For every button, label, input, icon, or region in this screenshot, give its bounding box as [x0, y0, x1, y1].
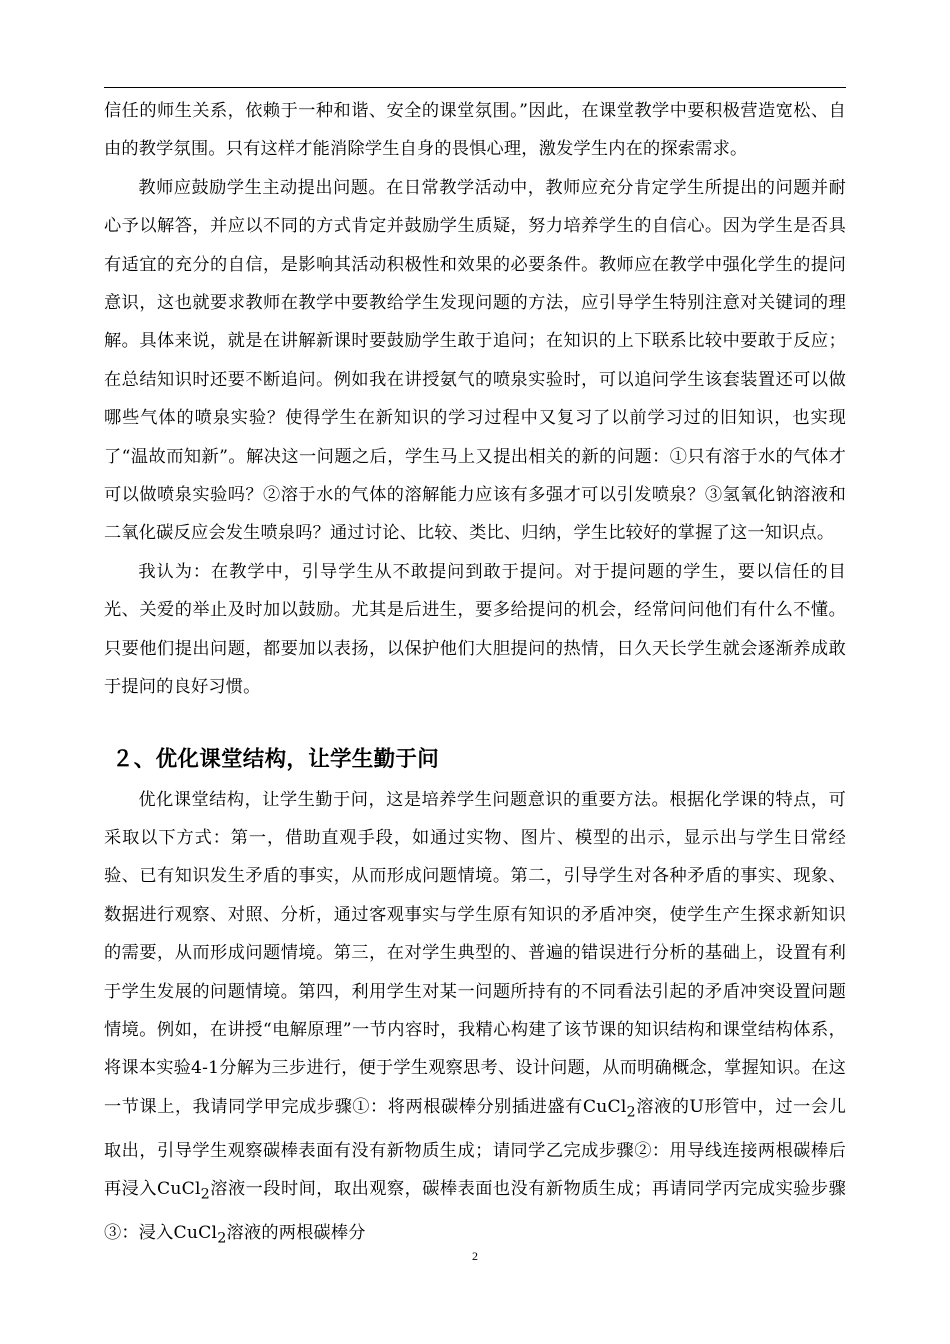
- paragraph-continuation: 信任的师生关系，依赖于一种和谐、安全的课堂氛围。”因此，在课堂教学中要积极营造宽松、自由的教学氛围。只有这样才能消除学生自身的畏惧心理，激发学生内在的探索需求。: [104, 101, 846, 160]
- header-rule: [104, 87, 846, 88]
- subscript: 2: [200, 1186, 210, 1203]
- paragraph-encourage-questions: 教师应鼓励学生主动提出问题。在日常教学活动中，教师应充分肯定学生所提出的问题并耐心予以解答，并应以不同的方式肯定并鼓励学生质疑，努力培养学生的自信心。因为学生是否具有适宜的充分的自信，是影响其活动积极性和效果的必要条件。教师应在教学中强化学生的提问意识，这也就要求教师在教学中要教给学生发现问题的方法，应引导学生特别注意对关键词的理解。具体来说，就是在讲解新课时要鼓励学生敢于追问；在知识的上下联系比较中要敢于反应；在总结知识时还要不断追问。例如我在讲授氨气的喷泉实验时，可以追问学生该套装置还可以做哪些气体的喷泉实验？使得学生在新知识的学习过程中又复习了以前学习过的旧知识，也实现了“温故而知新”。解决这一问题之后，学生马上又提出相关的新的问题：①只有溶于水的气体才可以做喷泉实验吗？②溶于水的气体的溶解能力应该有多强才可以引发喷泉？③氢氧化钠溶液和二氧化碳反应会发生喷泉吗？通过讨论、比较、类比、归纳，学生比较好的掌握了这一知识点。: [104, 177, 846, 544]
- page-number: 2: [472, 1249, 478, 1263]
- text-segment: 溶液一段时间，取出观察，碳棒表面也没有新物质生成；再请同学丙完成实验步骤③：浸入CuCl: [104, 1179, 846, 1243]
- paragraph-my-view: 我认为：在教学中，引导学生从不敢提问到敢于提问。对于提问题的学生，要以信任的目光、关爱的举止及时加以鼓励。尤其是后进生，要多给提问的机会，经常问问他们有什么不懂。只要他们提出问题，都要加以表扬，以保护他们大胆提问的热情，日久天长学生就会逐渐养成敢于提问的良好习惯。: [104, 561, 846, 698]
- paragraph-optimize-structure: [104, 781, 846, 1258]
- text-segment: 溶液的两根碳棒分: [226, 1222, 366, 1243]
- section-heading: ２、优化课堂结构，让学生勤于问: [112, 746, 440, 772]
- subscript: 2: [217, 1230, 227, 1247]
- page-body: [104, 92, 846, 1258]
- subscript: 2: [626, 1104, 636, 1121]
- text-segment: 溶液的U形管中，过一会儿取出，引导学生观察碳棒表面有没有新物质生成；请同学乙完成步骤②：用导线连接两根碳棒后再浸入CuCl: [104, 1096, 847, 1199]
- text-segment: 优化课堂结构，让学生勤于问，这是培养学生问题意识的重要方法。根据化学课的特点，可采取以下方式：第一，借助直观手段，如通过实物、图片、模型的出示，显示出与学生日常经验、已有知识发生矛盾的事实，从而形成问题情境。第二，引导学生对各种矛盾的事实、现象、数据进行观察、对照、分析，通过客观事实与学生原有知识的矛盾冲突，使学生产生探求新知识的需要，从而形成问题情境。第三，在对学生典型的、普遍的错误进行分析的基础上，设置有利于学生发展的问题情境。第四，利用学生对某一问题所持有的不同看法引起的矛盾冲突设置问题情境。例如，在讲授“电解原理”一节内容时，我精心构建了该节课的知识结构和课堂结构体系，将课本实验4-1分解为三步进行，便于学生观察思考、设计问题，从而明确概念，掌握知识。在这一节课上，我请同学甲完成步骤①：将两根碳棒分别插进盛有CuCl: [104, 789, 846, 1117]
